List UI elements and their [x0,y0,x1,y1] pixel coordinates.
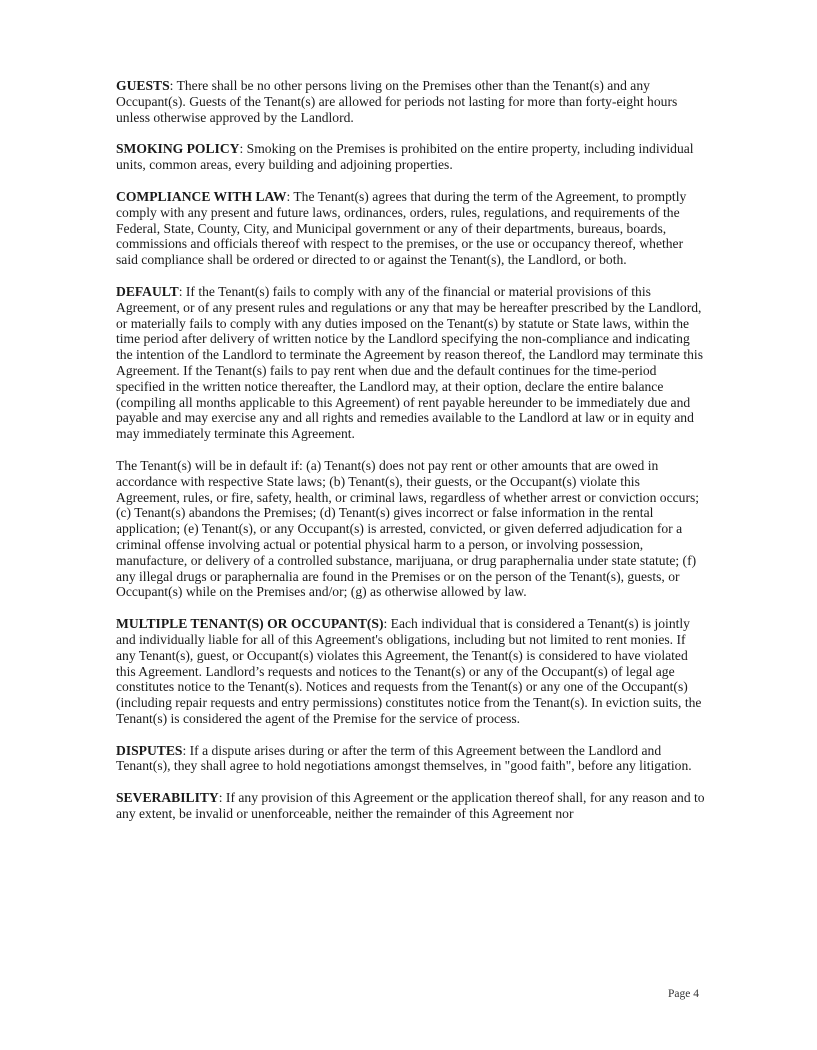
section-text: The Tenant(s) will be in default if: (a) Tenant(s) does not pay rent or other amounts that are owed in accordance with respective State laws; (b) Tenant(s), their guests, or the Occupant(s) violate this Agreement, rules, or fire, safety, health, or criminal laws, regardless of whether arrest or conviction occurs; (c) Tenant(s) abandons the Premises; (d) Tenant(s) gives incorrect or false information in the rental application; (e) Tenant(s), or any Occupant(s) is arrested, convicted, or given deferred adjudication for a criminal offense involving actual or potential physical harm to a person, or involving possession, manufacture, or delivery of a controlled substance, marijuana, or drug paraphernalia under state statute; (f) any illegal drugs or paraphernalia are found in the Premises or on the person of the Tenant(s), guests, or Occupant(s) while on the Premises and/or; (g) as otherwise allowed by law. [116,457,700,600]
section-compliance-with-law [116,189,706,268]
section-multiple-tenants [116,616,706,727]
section-text: : There shall be no other persons living on the Premises other than the Tenant(s) and any Occupant(s). Guests of the Tenant(s) are allowed for periods not lasting for more than forty-eight hours unless otherwise approved by the Landlord. [116,78,678,125]
document-body [116,78,706,838]
section-heading: SMOKING POLICY [116,141,240,157]
section-text: : If any provision of this Agreement or the application thereof shall, for any reason and to any extent, be invalid or unenforceable, neither the remainder of this Agreement nor [116,790,705,822]
section-heading: GUESTS [116,78,170,93]
section-heading: DISPUTES [116,742,183,758]
section-guests [116,78,706,125]
section-text: : If a dispute arises during or after the term of this Agreement between the Landlord and Tenant(s), they shall agree to hold negotiations amongst themselves, in "good faith", before any litigation. [116,742,692,774]
section-text: : Each individual that is considered a Tenant(s) is jointly and individually liable for all of this Agreement's obligations, including but not limited to rent monies. If any Tenant(s), guest, or Occupant(s) violates this Agreement, the Tenant(s) is considered to have violated this Agreement. Landlord’s requests and notices to the Tenant(s) or any of the Occupant(s) of legal age constitutes notice to the Tenant(s). Notices and requests from the Tenant(s) or any one of the Occupant(s) (including repair requests and entry permissions) constitutes notice from the Tenant(s). In eviction suits, the Tenant(s) is considered the agent of the Premise for the service of process. [116,616,702,726]
section-disputes [116,743,706,775]
section-text: : Smoking on the Premises is prohibited on the entire property, including individual units, common areas, every building and adjoining properties. [116,141,694,173]
section-severability [116,790,706,822]
section-text: : The Tenant(s) agrees that during the term of the Agreement, to promptly comply with any present and future laws, ordinances, orders, rules, regulations, and requirements of the Federal, State, County, City, and Municipal government or any of their departments, bureaus, boards, commissions and officials thereof with respect to the premises, or the use or occupancy thereof, whether said compliance shall be ordered or directed to or against the Tenant(s), the Landlord, or both. [116,188,687,268]
section-heading: SEVERABILITY [116,790,219,806]
section-default [116,284,706,442]
section-smoking-policy [116,141,706,173]
section-text: : If the Tenant(s) fails to comply with any of the financial or material provisions of this Agreement, or of any present rules and regulations or any that may be hereafter prescribed by the Landlord, or materially fails to comply with any duties imposed on the Tenant(s) by statute or State laws, within the time period after delivery of written notice by the Landlord specifying the non-compliance and indicating the intention of the Landlord to terminate the Agreement by reason thereof, the Landlord may terminate this Agreement. If the Tenant(s) fails to pay rent when due and the default continues for the time-period specified in the written notice thereafter, the Landlord may, at their option, declare the entire balance (compiling all months applicable to this Agreement) of rent payable hereunder to be immediately due and payable and may exercise any and all rights and remedies available to the Landlord at law or in equity and may immediately terminate this Agreement. [116,283,703,442]
section-heading: COMPLIANCE WITH LAW [116,188,287,204]
section-heading: MULTIPLE TENANT(S) OR OCCUPANT(S) [116,616,384,632]
section-default-conditions [116,458,706,600]
section-heading: DEFAULT [116,283,179,299]
page-number: Page 4 [668,988,699,1000]
